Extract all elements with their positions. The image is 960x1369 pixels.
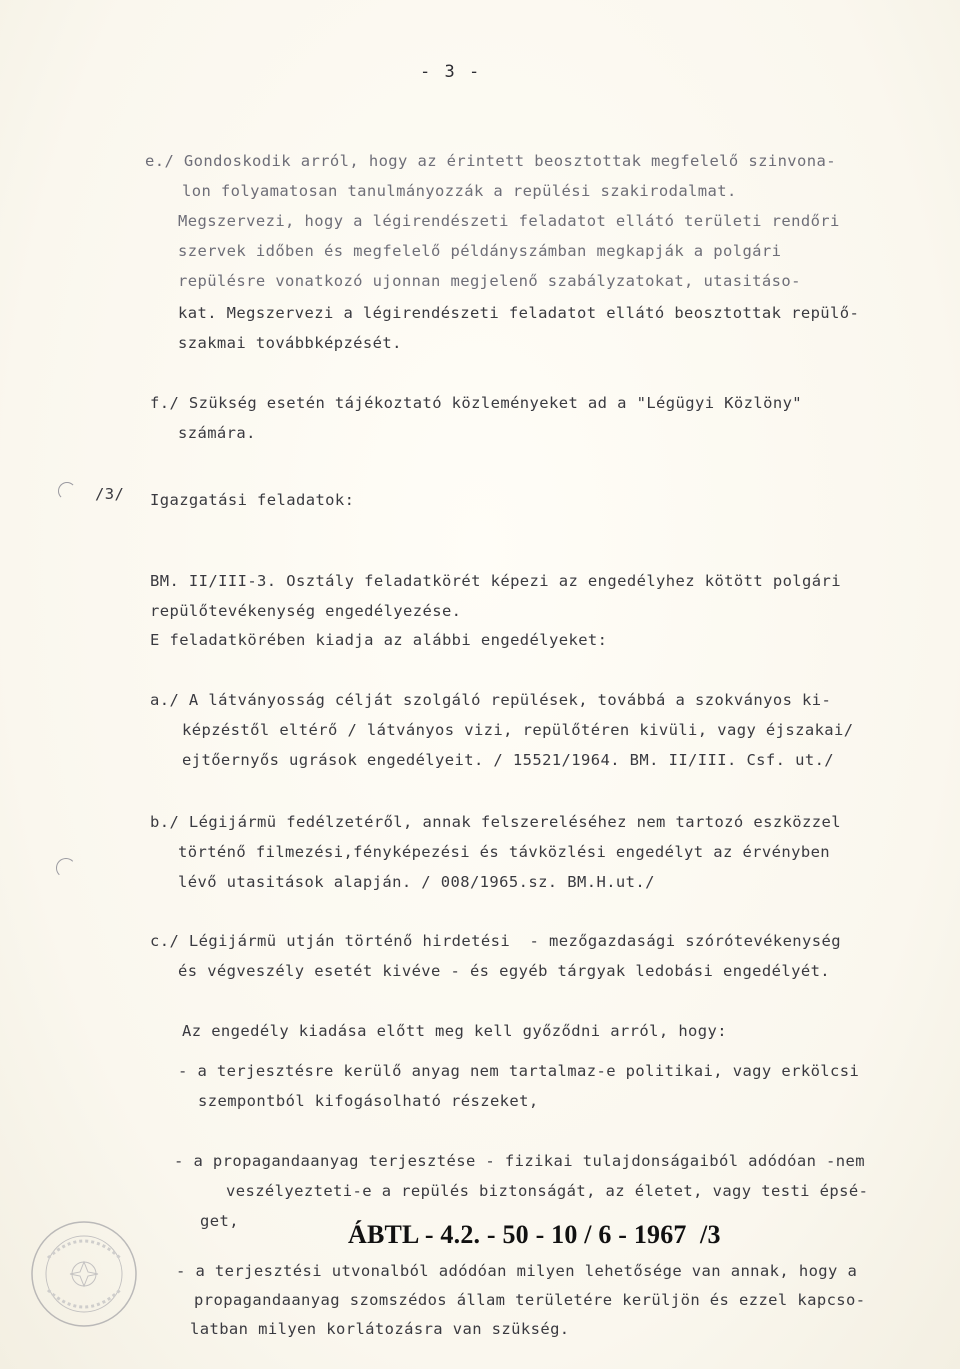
intro-line-1: BM. II/III-3. Osztály feladatkörét képezi az engedélyhez kötött polgári [150,572,841,590]
page-number: - 3 - [420,62,482,82]
section-e-line-5: repülésre vonatkozó ujonnan megjelenő szabályzatokat, utasitáso- [178,272,801,290]
section-e-line-2: lon folyamatosan tanulmányozzák a repülési szakirodalmat. [182,182,737,200]
section-e-line-3: Megszervezi, hogy a légirendészeti feladatot ellátó területi rendőri [178,212,840,230]
condition-3-line-1: - a terjesztési utvonalból adódóan milyen lehetősége van annak, hogy a [176,1262,858,1280]
section-e-line-7: szakmai továbbképzését. [178,334,402,352]
item-b-line-2: történő filmezési,fényképezési és távközlési engedélyt az érvényben [178,843,831,861]
condition-2-line-2: veszélyezteti-e a repülés biztonságát, az életet, vagy testi épsé- [226,1182,869,1200]
condition-1-line-1: - a terjesztésre kerülő anyag nem tartalmaz-e politikai, vagy erkölcsi [178,1062,860,1080]
section-e-line-1: e./ Gondoskodik arról, hogy az érintett beosztottak megfelelő szinvona- [145,152,836,170]
intro-line-2: repülőtevékenység engedélyezése. [150,602,462,620]
section-number: /3/ [95,485,125,503]
archive-stamp-icon [28,1218,140,1330]
condition-3-line-2: propagandaanyag szomszédos állam területére kerüljön és ezzel kapcso- [194,1291,866,1309]
item-a-line-3: ejtőernyős ugrások engedélyeit. / 15521/1964. BM. II/III. Csf. ut./ [182,751,835,769]
condition-3-line-3: latban milyen korlátozásra van szükség. [190,1320,570,1338]
margin-pencil-mark-2 [56,858,76,878]
item-a-line-2: képzéstől eltérő / látványos vizi, repülőtéren kivüli, vagy éjszakai/ [182,721,854,739]
intro-line-3: E feladatkörében kiadja az alábbi engedélyeket: [150,631,608,649]
conditions-intro: Az engedély kiadása előtt meg kell győződni arról, hogy: [182,1022,727,1040]
condition-2-line-1: - a propagandaanyag terjesztése - fizikai tulajdonságaiból adódóan -nem [174,1152,865,1170]
item-b-line-1: b./ Légijármü fedélzetéről, annak felszereléséhez nem tartozó eszközzel [150,813,841,831]
section-heading: Igazgatási feladatok: [150,491,355,509]
section-f-line-1: f./ Szükség esetén tájékoztató közleményeket ad a "Légügyi Közlöny" [150,394,803,412]
margin-pencil-mark [58,482,76,500]
item-c-line-1: c./ Légijármü utján történő hirdetési - mezőgazdasági szórótevékenység [150,932,841,950]
condition-2-line-3: get, [200,1212,239,1230]
section-e-line-4: szervek időben és megfelelő példányszámban megkapják a polgári [178,242,782,260]
archive-reference: ÁBTL - 4.2. - 50 - 10 / 6 - 1967 /3 [348,1220,721,1249]
condition-1-line-2: szempontból kifogásolható részeket, [198,1092,539,1110]
section-e-line-6: kat. Megszervezi a légirendészeti feladatot ellátó beosztottak repülő- [178,304,860,322]
item-c-line-2: és végveszély esetét kivéve - és egyéb tárgyak ledobási engedélyét. [178,962,831,980]
item-a-line-1: a./ A látványosság célját szolgáló repülések, továbbá a szokványos ki- [150,691,832,709]
section-f-line-2: számára. [178,424,256,442]
item-b-line-3: lévő utasitások alapján. / 008/1965.sz. BM.H.ut./ [178,873,655,891]
